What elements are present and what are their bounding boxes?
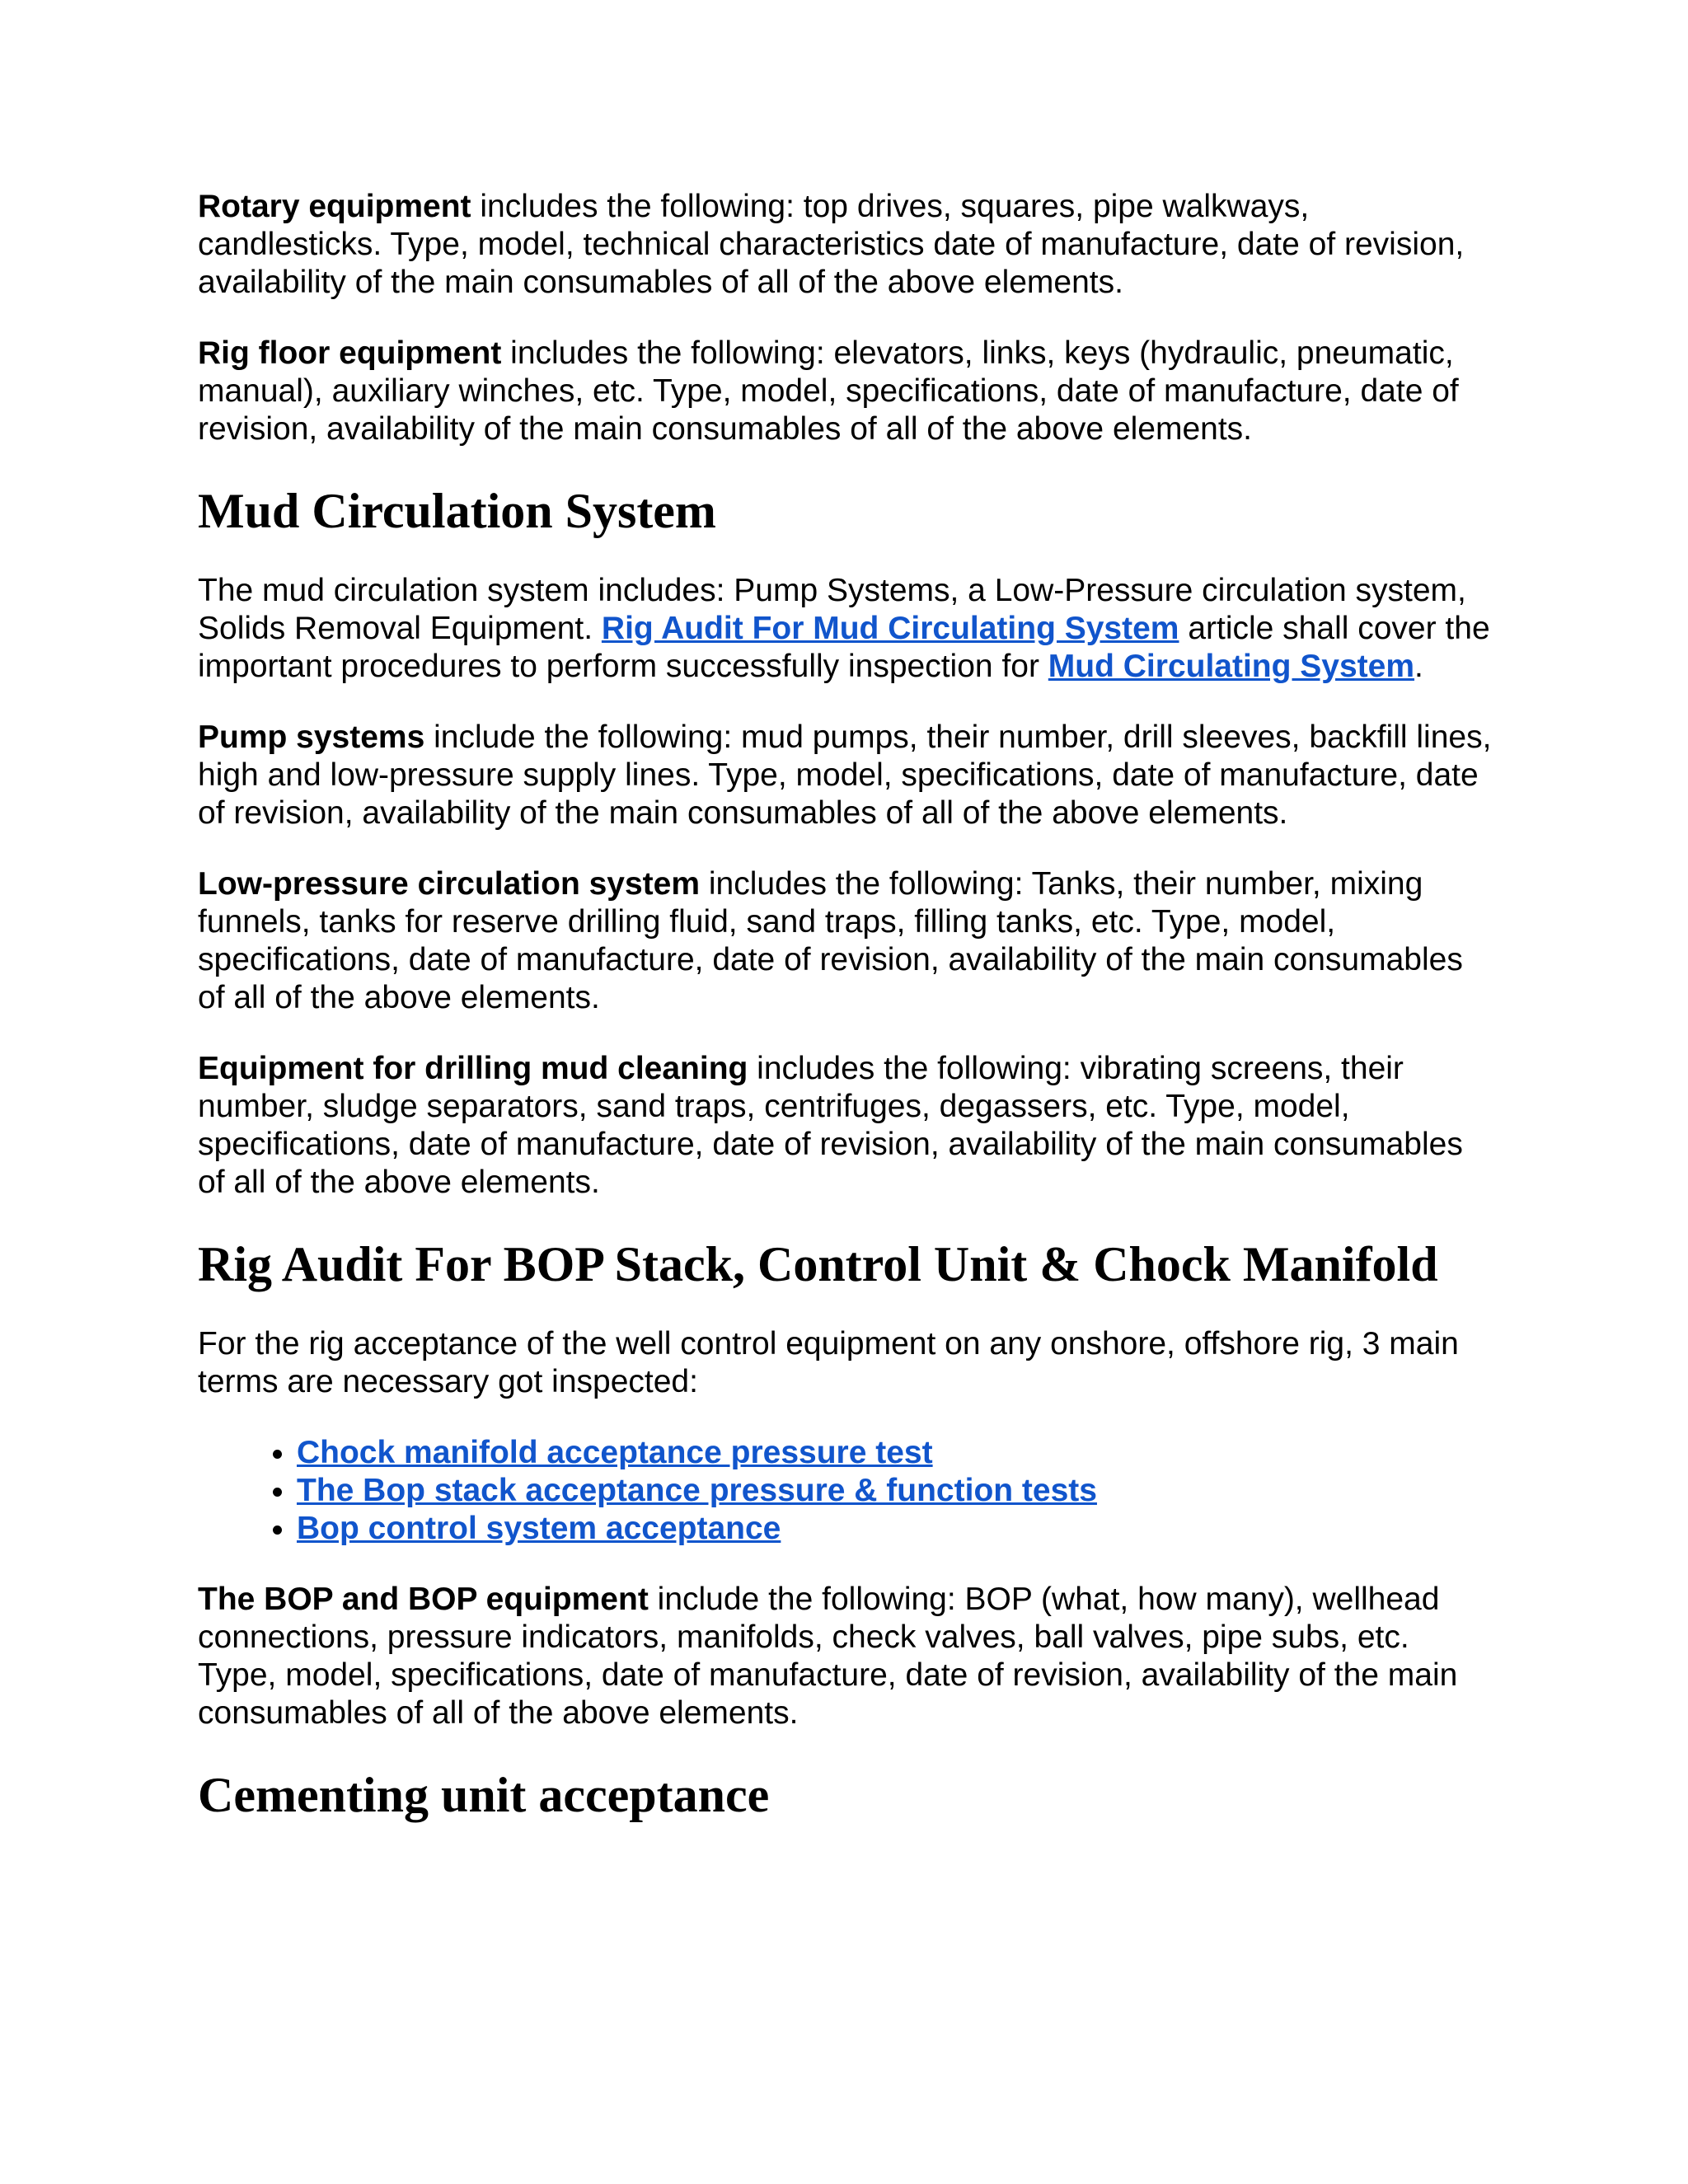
bop-stack-link[interactable]: The Bop stack acceptance pressure & function tests — [297, 1473, 1097, 1508]
mud-cleaning-label: Equipment for drilling mud cleaning — [198, 1051, 748, 1086]
mud-intro-text-3: . — [1414, 649, 1423, 684]
cementing-heading: Cementing unit acceptance — [198, 1768, 770, 1822]
bop-equipment-label: The BOP and BOP equipment — [198, 1582, 649, 1617]
mud-circulating-system-link[interactable]: Mud Circulating System — [1048, 649, 1415, 684]
pump-systems-label: Pump systems — [198, 719, 425, 755]
rotary-equipment-label: Rotary equipment — [198, 189, 471, 224]
rig-floor-equipment-text: includes the following: elevators, links, keys (hydraulic, pneumatic, manual), auxiliary winches, etc. Type, model, specifications, date of manufacture, date of revision, availability of the main consumables of all of the above elements. — [198, 335, 1459, 447]
pump-systems-paragraph — [198, 719, 1492, 832]
rig-audit-mud-link[interactable]: Rig Audit For Mud Circulating System — [601, 611, 1179, 646]
bop-equipment-paragraph — [198, 1581, 1492, 1732]
rig-floor-equipment-label: Rig floor equipment — [198, 335, 502, 371]
bop-intro-paragraph: For the rig acceptance of the well control equipment on any onshore, offshore rig, 3 main terms are necessary got inspected: — [198, 1326, 1459, 1399]
rig-floor-equipment-paragraph — [198, 335, 1492, 448]
mud-cleaning-text: includes the following: vibrating screens, their number, sludge separators, sand traps, centrifuges, degassers, etc. Type, model, specifications, date of manufacture, date of revision, availability of the main consumables of all of the above elements. — [198, 1051, 1463, 1200]
rotary-equipment-paragraph — [198, 188, 1492, 302]
mud-circulation-intro — [198, 572, 1492, 686]
bop-control-system-link[interactable]: Bop control system acceptance — [297, 1511, 781, 1546]
pump-systems-text: include the following: mud pumps, their number, drill sleeves, backfill lines, high and low-pressure supply lines. Type, model, specifications, date of manufacture, date of revision, availability of the main consumables of all of the above elements. — [198, 719, 1492, 831]
mud-intro-text-1: The mud circulation system includes: Pump Systems, a Low-Pressure circulation system, Solids Removal Equipment. — [198, 573, 1466, 646]
chock-manifold-link[interactable]: Chock manifold acceptance pressure test — [297, 1435, 933, 1470]
low-pressure-text: includes the following: Tanks, their number, mixing funnels, tanks for reserve drilling fluid, sand traps, filling tanks, etc. Type, model, specifications, date of manufacture, date of revision, availability of the main consumables of all of the above elements. — [198, 866, 1463, 1015]
list-item — [297, 1510, 1492, 1548]
mud-intro-text-2: article shall cover the important procedures to perform successfully inspection for — [198, 611, 1490, 684]
list-item — [297, 1472, 1492, 1510]
list-item — [297, 1434, 1492, 1472]
low-pressure-paragraph — [198, 865, 1492, 1017]
mud-cleaning-paragraph — [198, 1050, 1492, 1202]
bop-link-list — [198, 1434, 1492, 1548]
mud-circulation-heading: Mud Circulation System — [198, 484, 716, 538]
low-pressure-label: Low-pressure circulation system — [198, 866, 701, 902]
document-page — [198, 188, 1492, 1856]
bop-equipment-text: include the following: BOP (what, how many), wellhead connections, pressure indicators, manifolds, check valves, ball valves, pipe subs, etc. Type, model, specifications, date of manufacture, date of revision, availability of the main consumables of all of the above elements. — [198, 1582, 1458, 1731]
bop-heading: Rig Audit For BOP Stack, Control Unit & Chock Manifold — [198, 1237, 1438, 1291]
rotary-equipment-text: includes the following: top drives, squares, pipe walkways, candlesticks. Type, model, technical characteristics date of manufacture, date of revision, availability of the main consumables of all of the above elements. — [198, 189, 1465, 300]
